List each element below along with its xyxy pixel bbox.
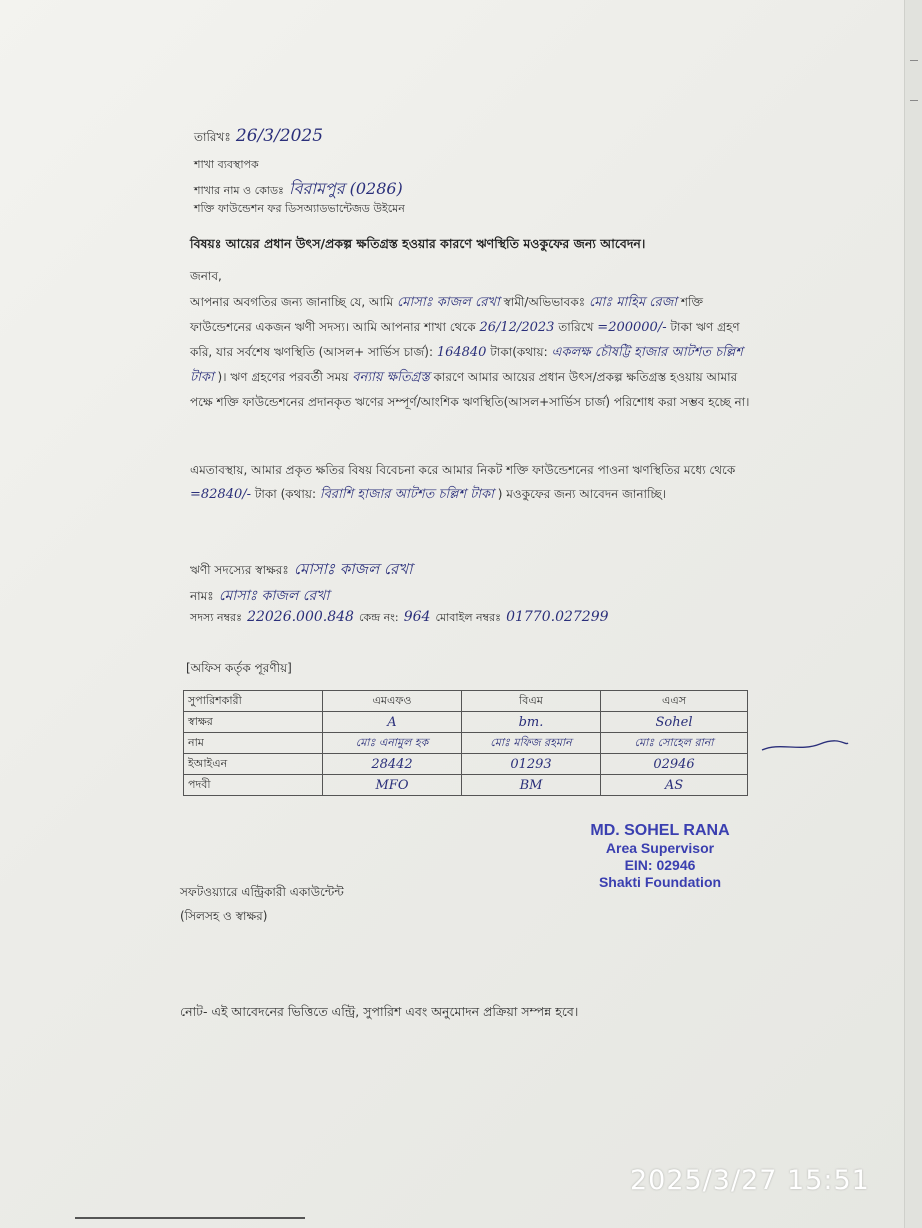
member-id: 22026.000.848	[247, 609, 354, 625]
member-signature: মোসাঃ কাজল রেখা	[293, 560, 413, 578]
body1-text-5: টাকা ঋণ গ্রহণ করি, যার সর্বশেষ ঋণস্থিতি (আসল+ সার্ভিস চার্জ):	[190, 320, 740, 359]
loan-amount: =200000/-	[597, 320, 667, 335]
waive-amount: =82840/-	[190, 487, 252, 502]
organization-line: শক্তি ফাউন্ডেশন ফর ডিসঅ্যাডভান্টেজড উইমেন	[194, 202, 405, 215]
stamp-org: Shakti Foundation	[598, 874, 722, 890]
table-cell: AS	[601, 775, 748, 796]
loan-balance: 164840	[436, 345, 487, 360]
member-name-line	[190, 584, 329, 608]
center-label: কেন্দ্র নং:	[359, 611, 399, 624]
body1-text-7: )। ঋণ গ্রহণের পরবর্তী সময়	[217, 370, 349, 384]
table-cell: Sohel	[601, 712, 748, 733]
supervisor-stamp	[570, 822, 750, 891]
stamp-name: MD. SOHEL RANA	[590, 822, 730, 839]
office-use-label: [অফিস কর্তৃক পূরণীয়]	[186, 661, 292, 675]
member-signature-line	[190, 558, 412, 583]
body1-text-3: শক্তি ফাউন্ডেশনের একজন ঋণী সদস্য। আমি আপনার শাখা থেকে	[190, 295, 704, 334]
table-cell: মোঃ এনামুল হক	[323, 733, 462, 754]
row-label: স্বাক্ষর	[184, 712, 323, 733]
bottom-rule	[75, 1217, 305, 1219]
signature-flourish	[760, 740, 850, 754]
member-name: মোসাঃ কাজল রেখা	[218, 588, 330, 604]
table-header-row	[184, 691, 748, 712]
mobile-label: মোবাইল নম্বরঃ	[435, 611, 501, 624]
body1-text-2: স্বামী/অভিভাবকঃ	[503, 295, 586, 309]
table-cell: bm.	[462, 712, 601, 733]
table-cell: A	[323, 712, 462, 733]
row-label: ইআইএন	[184, 754, 323, 775]
accountant-seal-label: (সিলসহ ও স্বাক্ষর)	[180, 909, 268, 923]
member-id-line	[190, 606, 609, 628]
branch-value: বিরামপুর (0286)	[289, 179, 403, 198]
member-id-label: সদস্য নম্বরঃ	[190, 611, 242, 624]
table-cell: মোঃ মফিজ রহমান	[462, 733, 601, 754]
applicant-name: মোসাঃ কাজল রেখা	[396, 295, 500, 310]
table-header-cell: সুপারিশকারী	[184, 691, 323, 712]
edge-mark	[910, 100, 918, 101]
branch-line	[194, 176, 403, 203]
next-page-edge	[904, 0, 922, 1228]
stamp-title: Area Supervisor	[605, 840, 715, 856]
table-cell: 01293	[462, 754, 601, 775]
damage-cause: বন্যায় ক্ষতিগ্রস্ত	[352, 370, 430, 385]
table-row	[184, 775, 748, 796]
loan-balance-words: একলক্ষ চৌষট্টি হাজার আটশত চল্লিশ টাকা	[190, 345, 743, 385]
stamp-ein: EIN: 02946	[624, 857, 696, 873]
row-label: পদবী	[184, 775, 323, 796]
table-cell: মোঃ সোহেল রানা	[601, 733, 748, 754]
recipient-line: শাখা ব্যবস্থাপক	[194, 158, 259, 171]
body-paragraph-1	[190, 290, 750, 414]
center-number: 964	[403, 609, 431, 625]
subject-line: বিষয়ঃ আয়ের প্রধান উৎস/প্রকল্প ক্ষতিগ্রস্ত হওয়ার কারণে ঋণস্থিতি মওকুফের জন্য আবেদন।	[190, 236, 646, 251]
body2-text-3: ) মওকুফের জন্য আবেদন জানাচ্ছি।	[497, 487, 667, 501]
approval-table	[183, 690, 748, 796]
salutation: জনাব,	[190, 269, 222, 283]
row-label: নাম	[184, 733, 323, 754]
date-line	[194, 126, 323, 149]
edge-mark	[910, 60, 918, 61]
loan-date: 26/12/2023	[479, 320, 555, 335]
accountant-label: সফটওয়্যারে এন্ট্রিকারী একাউন্টেন্ট	[180, 885, 344, 899]
table-header-cell: এমএফও	[323, 691, 462, 712]
body2-text-2: টাকা (কথায়:	[254, 487, 317, 501]
member-signature-label: ঋণী সদস্যের স্বাক্ষরঃ	[190, 563, 289, 577]
body1-text-8: কারণে আমার আয়ের প্রধান উৎস/প্রকল্প ক্ষতিগ্রস্ত হওয়ায় আমার পক্ষে শক্তি ফাউন্ডেশনের প্রদানকৃত ঋণের সম্পূর্ণ/আংশিক ঋণস্থিতি(আসল+সার্ভিস চার্জ) পরিশোধ করা সম্ভব হচ্ছে না।	[190, 370, 750, 409]
table-cell: MFO	[323, 775, 462, 796]
waive-amount-words: বিরাশি হাজার আটশত চল্লিশ টাকা	[319, 487, 494, 502]
table-row	[184, 733, 748, 754]
date-value: 26/3/2025	[235, 126, 324, 146]
table-cell: 02946	[601, 754, 748, 775]
photo-timestamp: 2025/3/27 15:51	[630, 1165, 870, 1196]
body1-text-4: তারিখে	[558, 320, 594, 334]
footer-note: নোট- এই আবেদনের ভিত্তিতে এন্ট্রি, সুপারিশ এবং অনুমোদন প্রক্রিয়া সম্পন্ন হবে।	[180, 1004, 579, 1019]
table-cell: BM	[462, 775, 601, 796]
table-row	[184, 712, 748, 733]
body1-text-1: আপনার অবগতির জন্য জানাচ্ছি যে, আমি	[190, 295, 394, 309]
table-row	[184, 754, 748, 775]
member-name-label: নামঃ	[190, 589, 214, 603]
table-header-cell: এএস	[601, 691, 748, 712]
body2-text-1: এমতাবস্থায়, আমার প্রকৃত ক্ষতির বিষয় বিবেচনা করে আমার নিকট শক্তি ফাউন্ডেশনের পাওনা ঋণস্থিতির মধ্যে থেকে	[190, 463, 736, 477]
table-cell: 28442	[323, 754, 462, 775]
table-header-cell: বিএম	[462, 691, 601, 712]
body1-text-6: টাকা(কথায়:	[490, 345, 548, 359]
date-label: তারিখঃ	[194, 130, 231, 144]
branch-label: শাখার নাম ও কোডঃ	[194, 184, 284, 197]
mobile-number: 01770.027299	[506, 609, 609, 625]
body-paragraph-2	[190, 458, 750, 507]
guardian-name: মোঃ মাহিম রেজা	[588, 295, 678, 310]
